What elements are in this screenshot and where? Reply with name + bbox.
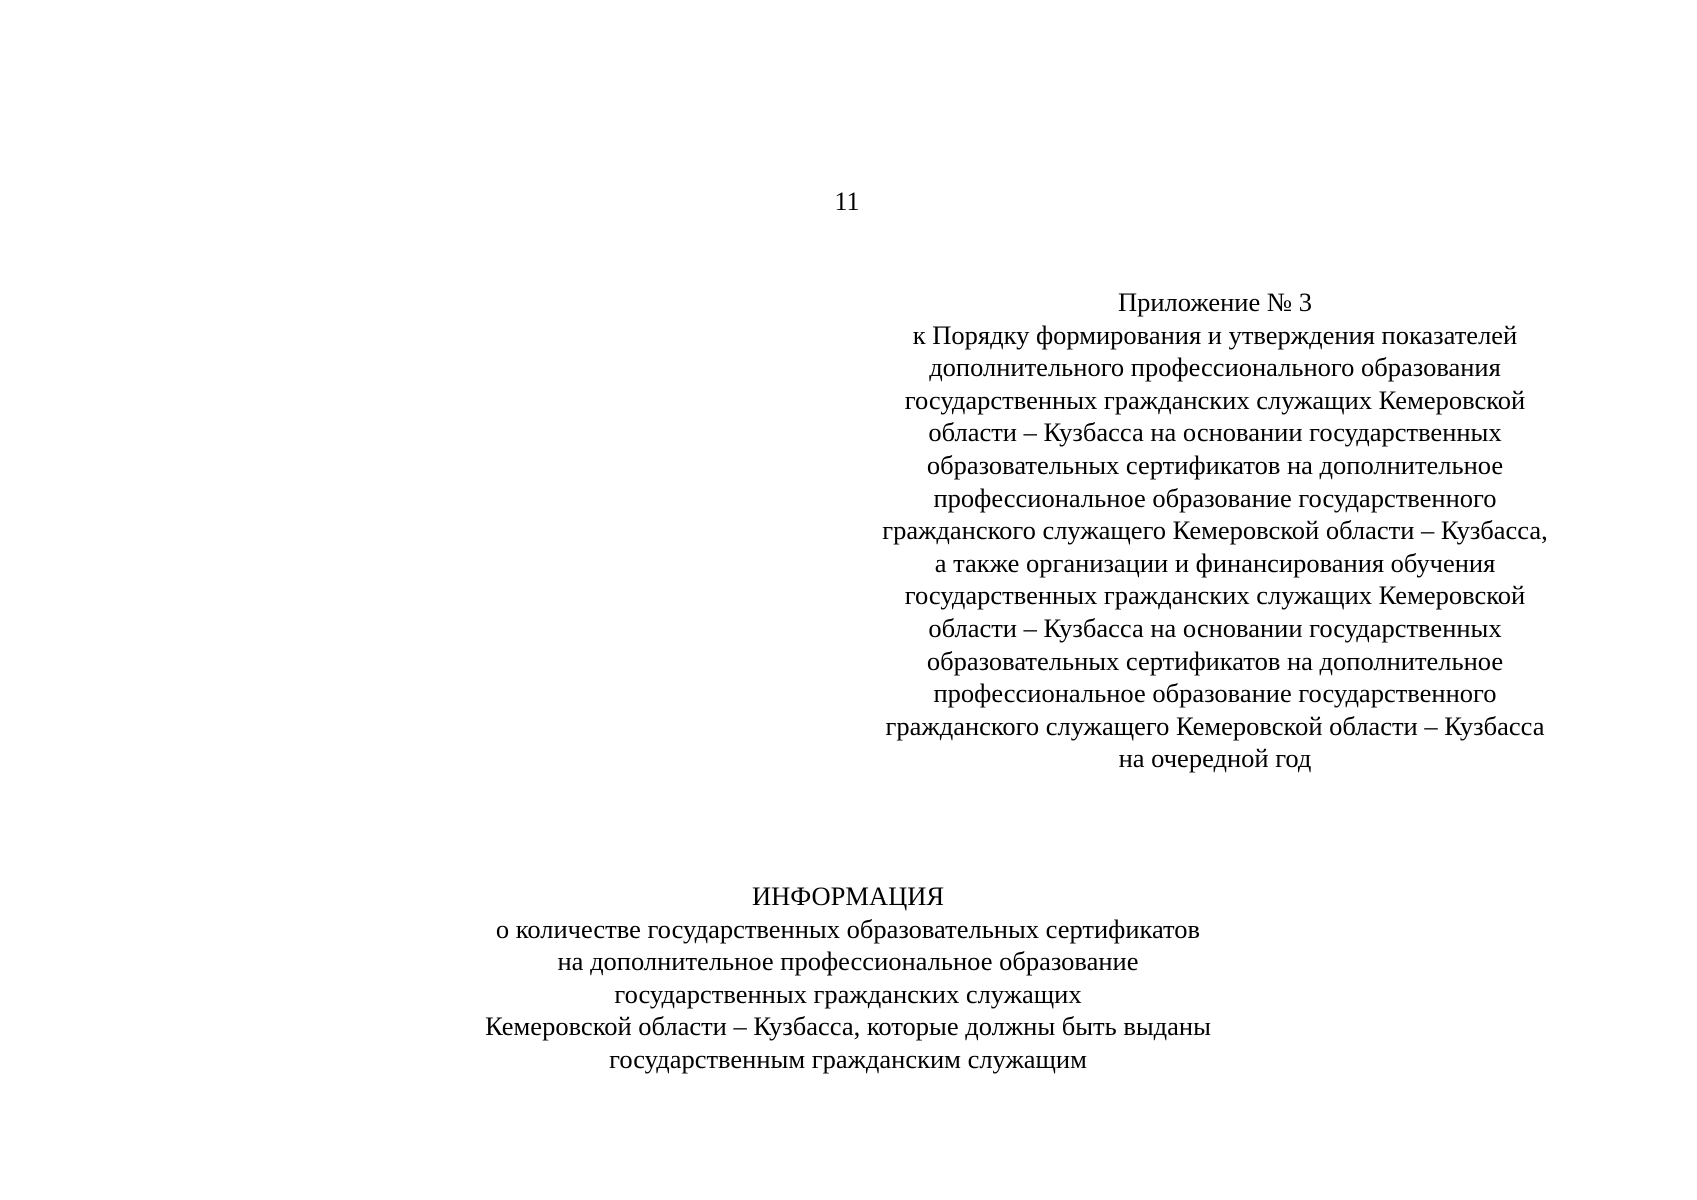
document-title: ИНФОРМАЦИЯ [751, 881, 945, 911]
appendix-line: гражданского служащего Кемеровской области – Кузбасса [885, 710, 1545, 741]
appendix-line: образовательных сертификатов на дополнительное [926, 449, 1504, 480]
document-heading [448, 880, 1248, 1076]
document-subtitle-line: государственных гражданских служащих [614, 978, 1082, 1009]
appendix-title: Приложение № 3 [1117, 287, 1312, 317]
appendix-line: государственных гражданских служащих Кемеровской [904, 580, 1526, 611]
document-subtitle-line: на дополнительное профессиональное образование [557, 946, 1139, 977]
document-subtitle-line: о количестве государственных образовательных сертификатов [495, 913, 1201, 944]
appendix-line: образовательных сертификатов на дополнительное [926, 645, 1504, 676]
document-subtitle-line: Кемеровской области – Кузбасса, которые должны быть выданы [485, 1011, 1211, 1042]
appendix-line: профессиональное образование государственного [933, 482, 1497, 513]
appendix-line: гражданского служащего Кемеровской области – Кузбасса, [882, 515, 1548, 546]
appendix-line: области – Кузбасса на основании государственных [928, 417, 1502, 448]
appendix-line: профессиональное образование государственного [933, 678, 1497, 709]
appendix-line: дополнительного профессионального образования [929, 352, 1501, 383]
appendix-line: государственных гражданских служащих Кемеровской [904, 384, 1526, 415]
document-subtitle-line: государственным гражданским служащим [609, 1043, 1087, 1074]
appendix-line: а также организации и финансирования обучения [934, 547, 1496, 578]
page-number: 11 [834, 187, 860, 216]
appendix-header [845, 286, 1585, 775]
appendix-line: на очередной год [1118, 743, 1312, 774]
appendix-line: области – Кузбасса на основании государственных [928, 612, 1502, 643]
appendix-line: к Порядку формирования и утверждения показателей [912, 319, 1518, 350]
